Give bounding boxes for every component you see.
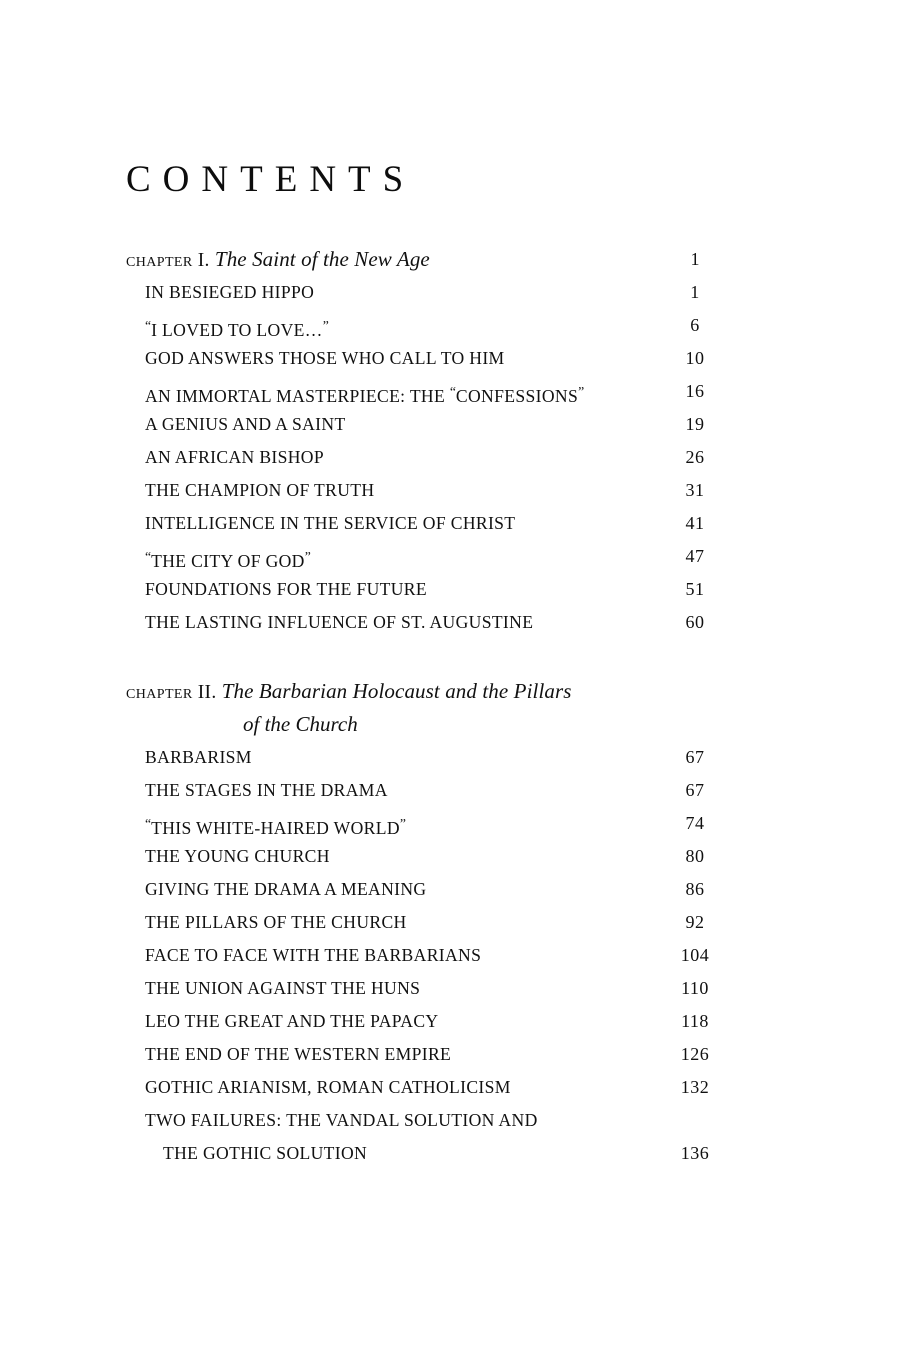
toc-entry-label: THE CHAMPION OF TRUTH (145, 480, 375, 500)
toc-entry-page-number: 1 (690, 282, 700, 302)
table-of-contents (0, 243, 900, 1170)
toc-entry-page-number: 10 (685, 348, 705, 368)
toc-entry-label: GOD ANSWERS THOSE WHO CALL TO HIM (145, 348, 505, 368)
chapter-page-number: 1 (690, 249, 700, 269)
toc-entry-label: GOTHIC ARIANISM, ROMAN CATHOLICISM (145, 1077, 511, 1097)
toc-entry[interactable] (0, 741, 900, 774)
toc-entry[interactable] (0, 939, 900, 972)
toc-entry-page-number: 118 (681, 1011, 709, 1031)
toc-entry[interactable] (0, 342, 900, 375)
chapter-label: chapter (126, 681, 193, 703)
quote-mark: “ (449, 384, 456, 399)
chapter-title (126, 675, 646, 709)
toc-entry[interactable] (0, 474, 900, 507)
chapter-label: chapter (126, 249, 193, 271)
toc-entry-label: THE END OF THE WESTERN EMPIRE (145, 1044, 452, 1064)
toc-entry-page-number: 132 (680, 1077, 710, 1097)
toc-entry-label: FACE TO FACE WITH THE BARBARIANS (145, 945, 482, 965)
toc-entry-page-number: 74 (685, 813, 705, 833)
toc-entry-label: TWO FAILURES: THE VANDAL SOLUTION AND (145, 1110, 538, 1130)
toc-entry-label: BARBARISM (145, 747, 252, 767)
toc-entry-page-number: 26 (685, 447, 705, 467)
toc-entry-page-number: 67 (685, 747, 705, 767)
toc-entry-page-number: 41 (685, 513, 705, 533)
toc-entry-page-number: 136 (680, 1143, 710, 1163)
toc-entry-page-number: 6 (690, 315, 700, 335)
toc-entry-label: FOUNDATIONS FOR THE FUTURE (145, 579, 427, 599)
toc-entry[interactable] (0, 972, 900, 1005)
toc-entry-label: A GENIUS AND A SAINT (145, 414, 346, 434)
toc-entry-label: “THE CITY OF GOD” (145, 549, 311, 571)
toc-entry-page-number: 92 (685, 912, 705, 932)
quote-mark: ” (399, 816, 406, 831)
toc-entry-page-number: 86 (685, 879, 705, 899)
toc-entry[interactable] (0, 873, 900, 906)
toc-entry-label: THE LASTING INFLUENCE OF ST. AUGUSTINE (145, 612, 534, 632)
chapter-numeral: I. (192, 250, 215, 271)
chapter-numeral: II. (192, 682, 222, 703)
toc-entry-page-number: 51 (685, 579, 705, 599)
toc-entry[interactable] (0, 1137, 900, 1170)
toc-entry-label: GIVING THE DRAMA A MEANING (145, 879, 427, 899)
toc-entry-page-number: 19 (685, 414, 705, 434)
toc-entry-label: THE GOTHIC SOLUTION (163, 1143, 368, 1163)
toc-entry-page-number: 16 (685, 381, 705, 401)
toc-entry-label: “THIS WHITE-HAIRED WORLD” (145, 816, 406, 838)
chapter-title-text: The Barbarian Holocaust and the Pillars (221, 679, 572, 703)
toc-entry-label: IN BESIEGED HIPPO (145, 282, 315, 302)
toc-entry-label: THE YOUNG CHURCH (145, 846, 330, 866)
toc-entry-page-number: 80 (685, 846, 705, 866)
toc-entry[interactable] (0, 906, 900, 939)
toc-entry[interactable] (0, 540, 900, 573)
toc-entry[interactable] (0, 375, 900, 408)
toc-entry[interactable] (0, 807, 900, 840)
toc-entry-label: LEO THE GREAT AND THE PAPACY (145, 1011, 439, 1031)
page-title: CONTENTS (126, 159, 416, 200)
toc-entry[interactable] (0, 573, 900, 606)
toc-entry-page-number: 110 (681, 978, 709, 998)
toc-entry[interactable] (0, 441, 900, 474)
toc-entry[interactable] (0, 408, 900, 441)
toc-entry[interactable] (0, 774, 900, 807)
toc-entry-label: “I LOVED TO LOVE…” (145, 318, 329, 340)
toc-entry-page-number: 67 (685, 780, 705, 800)
toc-entry-label: THE STAGES IN THE DRAMA (145, 780, 388, 800)
toc-entry-page-number: 60 (685, 612, 705, 632)
chapter-title (126, 243, 646, 277)
toc-entry[interactable] (0, 1005, 900, 1038)
toc-entry-page-number: 47 (685, 546, 705, 566)
chapter-title-text-line2: of the Church (243, 712, 358, 736)
toc-entry-label: THE PILLARS OF THE CHURCH (145, 912, 407, 932)
toc-entry-label: THE UNION AGAINST THE HUNS (145, 978, 421, 998)
quote-mark: “ (145, 816, 152, 831)
toc-entry-page-number: 126 (680, 1044, 710, 1064)
quote-mark: “ (145, 318, 152, 333)
toc-entry[interactable] (0, 507, 900, 540)
chapter-title-line2-spacer (0, 708, 900, 741)
chapter-heading[interactable] (0, 243, 900, 276)
toc-entry-label: INTELLIGENCE IN THE SERVICE OF CHRIST (145, 513, 516, 533)
toc-entry-label: AN AFRICAN BISHOP (145, 447, 324, 467)
toc-entry[interactable] (0, 309, 900, 342)
toc-entry[interactable] (0, 840, 900, 873)
toc-entry-page-number: 104 (680, 945, 710, 965)
toc-entry[interactable] (0, 1071, 900, 1104)
chapter-heading[interactable] (0, 675, 900, 736)
quote-mark: ” (578, 384, 585, 399)
toc-entry[interactable] (0, 1038, 900, 1071)
toc-entry[interactable] (0, 606, 900, 639)
chapter-block (0, 243, 900, 639)
chapter-title-text: The Saint of the New Age (214, 247, 430, 271)
toc-entry-label: AN IMMORTAL MASTERPIECE: THE “CONFESSIONS” (145, 384, 585, 406)
quote-mark: ” (304, 549, 311, 564)
toc-entry[interactable] (0, 1104, 900, 1137)
toc-entry-page-number: 31 (685, 480, 705, 500)
toc-entry[interactable] (0, 276, 900, 309)
quote-mark: “ (145, 549, 152, 564)
quote-mark: ” (322, 318, 329, 333)
chapter-block (0, 675, 900, 1170)
